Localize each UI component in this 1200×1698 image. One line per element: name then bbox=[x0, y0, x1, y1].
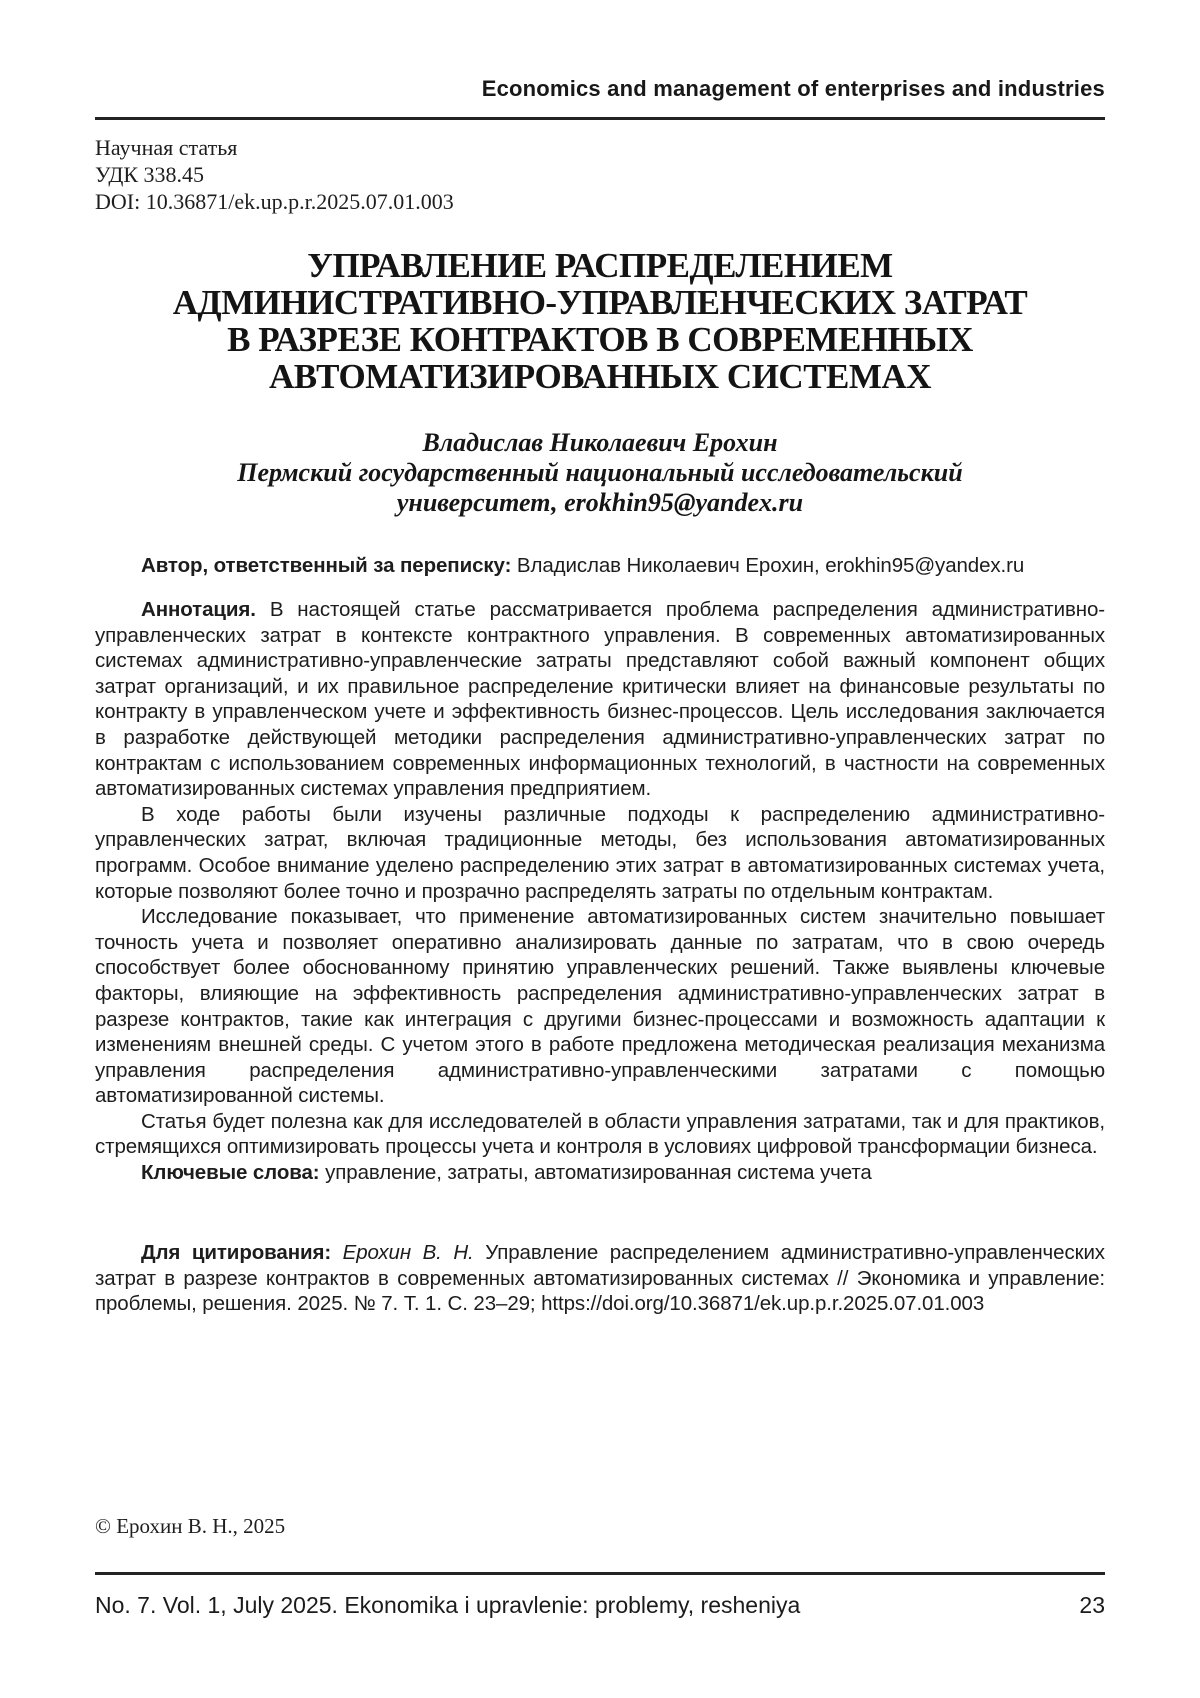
doi-line: DOI: 10.36871/ek.up.p.r.2025.07.01.003 bbox=[95, 189, 454, 214]
correspondence-label: Автор, ответственный за переписку: bbox=[141, 554, 512, 577]
citation-section bbox=[95, 1240, 1105, 1317]
abstract-paragraph-4: Статья будет полезна как для исследователей в области управления затратами, так и для практиков, стремящихся оптимизировать процессы учета и контроля в условиях цифровой трансформации бизнеса. bbox=[95, 1109, 1105, 1159]
footer-rule bbox=[95, 1572, 1105, 1575]
abstract-paragraph-2: В ходе работы были изучены различные подходы к распределению административно-управленческих затрат, включая традиционные методы, без использования автоматизированных программ. Особое внимание уделено распределению этих затрат в автоматизированных системах учета, которые позволяют более точно и прозрачно распределять затраты по отдельным контрактам. bbox=[95, 802, 1105, 903]
udc-code: УДК 338.45 bbox=[95, 162, 205, 187]
citation-text: Управление распределением административно-управленческих затрат в разрезе контрактов в современных автоматизированных системах // Экономика и управление: проблемы, решения. 2025. № 7. Т. 1. С. 23–29; https://doi.org/10.36871/ek.up.p.r.2025.07.01.003 bbox=[95, 1241, 1105, 1316]
page-footer bbox=[95, 1592, 1105, 1619]
article-meta bbox=[95, 134, 1105, 215]
footer-page-number: 23 bbox=[1079, 1592, 1105, 1618]
author-affiliation-line-2: университет, erokhin95@yandex.ru bbox=[396, 488, 804, 517]
author-name: Владислав Николаевич Ерохин bbox=[422, 428, 778, 457]
author-affiliation-line-1: Пермский государственный национальный исследовательский bbox=[237, 458, 963, 487]
author-block bbox=[95, 428, 1105, 518]
article-title-line-2: АДМИНИСТРАТИВНО-УПРАВЛЕНЧЕСКИХ ЗАТРАТ bbox=[172, 283, 1028, 322]
keywords-value: управление, затраты, автоматизированная система учета bbox=[325, 1161, 872, 1185]
header-rule bbox=[95, 117, 1105, 120]
article-title-line-4: АВТОМАТИЗИРОВАННЫХ СИСТЕМАХ bbox=[269, 357, 931, 396]
correspondence-value: Владислав Николаевич Ерохин, erokhin95@yandex.ru bbox=[516, 554, 1025, 577]
running-head: Economics and management of enterprises and industries bbox=[481, 76, 1105, 101]
citation-authors: Ерохин В. Н. bbox=[342, 1241, 474, 1264]
keywords-label: Ключевые слова: bbox=[141, 1161, 320, 1185]
citation-label: Для цитирования: bbox=[141, 1241, 332, 1264]
article-title-line-3: В РАЗРЕЗЕ КОНТРАКТОВ В СОВРЕМЕННЫХ bbox=[227, 320, 973, 359]
abstract-section bbox=[95, 597, 1105, 1186]
article-type: Научная статья bbox=[95, 135, 238, 160]
article-title bbox=[95, 247, 1105, 395]
keywords-paragraph bbox=[95, 1160, 1105, 1186]
abstract-paragraph-3: Исследование показывает, что применение автоматизированных систем значительно повышает точность учета и позволяет оперативно анализировать данные по затратам, что в свою очередь способствует более обоснованному принятию управленческих решений. Также выявлены ключевые факторы, влияющие на эффективность распределения административно-управленческих затрат в разрезе контрактов, такие как интеграция с другими бизнес-процессами и возможность адаптации к изменениям внешней среды. С учетом этого в работе предложена методическая реализация механизма управления распределения административно-управленческими затратами с помощью автоматизированной системы. bbox=[95, 905, 1105, 1108]
abstract-label: Аннотация. bbox=[141, 598, 256, 621]
correspondence-paragraph bbox=[95, 553, 1105, 579]
abstract-paragraph-1 bbox=[95, 597, 1105, 802]
copyright-line: © Ерохин В. Н., 2025 bbox=[95, 1514, 286, 1538]
footer-issue-line: No. 7. Vol. 1, July 2025. Ekonomika i upravlenie: problemy, resheniya bbox=[95, 1592, 801, 1618]
citation-paragraph bbox=[95, 1240, 1105, 1317]
article-title-line-1: УПРАВЛЕНИЕ РАСПРЕДЕЛЕНИЕМ bbox=[307, 246, 893, 285]
abstract-paragraph-1-text: В настоящей статье рассматривается проблема распределения административно-управленческих затрат в контексте контрактного управления. В современных автоматизированных системах административно-управленческие затраты представляют собой важный компонент общих затрат организаций, и их правильное распределение критически влияет на финансовые результаты по контракту в управленческом учете и эффективность бизнес-процессов. Цель исследования заключается в разработке действующей методики распределения административно-управленческих затрат по контрактам с использованием современных информационных технологий, в частности на современных автоматизированных системах управления предприятием. bbox=[95, 598, 1105, 801]
